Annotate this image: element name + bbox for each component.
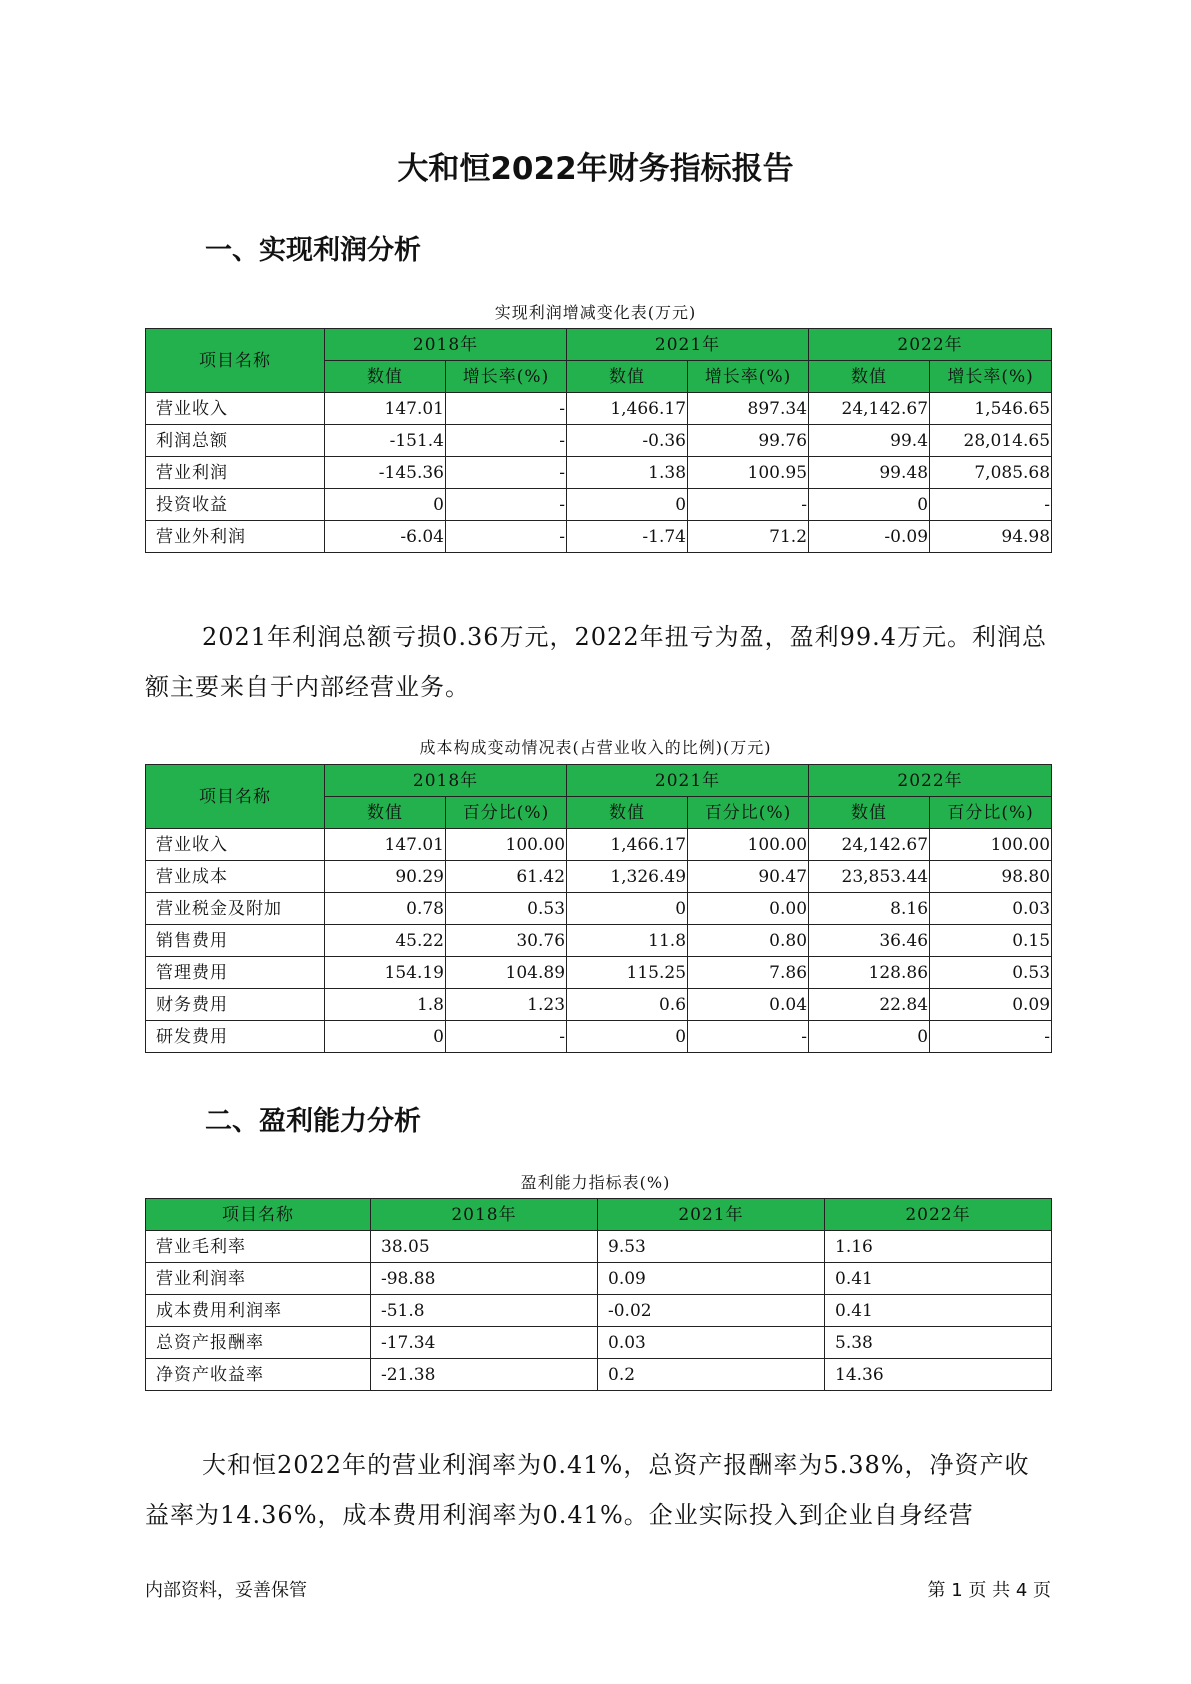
- header-year: 2018年: [371, 1199, 598, 1231]
- table-cell: 99.4: [809, 425, 930, 457]
- table-cell: -: [446, 521, 567, 553]
- table-cell: 0: [325, 489, 446, 521]
- table-row: [146, 457, 1052, 489]
- table-cell: -0.09: [809, 521, 930, 553]
- header-growth-rate: 增长率(%): [446, 361, 567, 393]
- section-heading-profit: 一、实现利润分析: [205, 235, 421, 266]
- table-cell: -17.34: [371, 1327, 598, 1359]
- table-cell: 100.00: [688, 829, 809, 861]
- header-year: 2021年: [567, 329, 809, 361]
- table-cell: 98.80: [930, 861, 1052, 893]
- table-cell: -: [446, 393, 567, 425]
- paragraph-profit-summary: 2021年利润总额亏损0.36万元，2022年扭亏为盈，盈利99.4万元。利润总额主要来自于内部经营业务。: [145, 623, 1048, 701]
- table-cell: -0.36: [567, 425, 688, 457]
- table-cell: 0.53: [446, 893, 567, 925]
- table-cell: 11.8: [567, 925, 688, 957]
- cost-structure-table: [145, 764, 1052, 1053]
- table-cell: 1.8: [325, 989, 446, 1021]
- header-year: 2021年: [598, 1199, 825, 1231]
- table-row: [146, 925, 1052, 957]
- table-cell: 100.95: [688, 457, 809, 489]
- table-cell: 100.00: [446, 829, 567, 861]
- table-row: [146, 393, 1052, 425]
- row-label: 研发费用: [146, 1021, 325, 1053]
- row-label: 利润总额: [146, 425, 325, 457]
- table-header-row: [146, 1199, 1052, 1231]
- header-value: 数值: [809, 361, 930, 393]
- table-caption-profit-change: 实现利润增减变化表(万元): [494, 303, 697, 322]
- table-cell: -1.74: [567, 521, 688, 553]
- table-cell: 38.05: [371, 1231, 598, 1263]
- table-cell: -21.38: [371, 1359, 598, 1391]
- row-label: 销售费用: [146, 925, 325, 957]
- header-year: 2022年: [809, 329, 1052, 361]
- table-cell: 0: [567, 1021, 688, 1053]
- row-label: 营业毛利率: [146, 1231, 371, 1263]
- table-cell: -: [446, 457, 567, 489]
- table-cell: 154.19: [325, 957, 446, 989]
- table-cell: 94.98: [930, 521, 1052, 553]
- table-cell: 0: [809, 489, 930, 521]
- table-row: [146, 861, 1052, 893]
- table-cell: -0.02: [598, 1295, 825, 1327]
- table-cell: 147.01: [325, 829, 446, 861]
- table-cell: 8.16: [809, 893, 930, 925]
- table-cell: 22.84: [809, 989, 930, 1021]
- table-cell: 7.86: [688, 957, 809, 989]
- table-row: [146, 1359, 1052, 1391]
- footer-confidential-note: 内部资料，妥善保管: [145, 1580, 307, 1601]
- table-cell: 5.38: [825, 1327, 1052, 1359]
- table-cell: -: [446, 1021, 567, 1053]
- header-growth-rate: 增长率(%): [930, 361, 1052, 393]
- table-caption-profitability: 盈利能力指标表(%): [520, 1173, 671, 1192]
- table-cell: 1,466.17: [567, 829, 688, 861]
- table-cell: 1,466.17: [567, 393, 688, 425]
- table-cell: 0.00: [688, 893, 809, 925]
- row-label: 总资产报酬率: [146, 1327, 371, 1359]
- profitability-table: [145, 1198, 1052, 1391]
- table-cell: -: [688, 489, 809, 521]
- table-cell: 1.23: [446, 989, 567, 1021]
- table-cell: 0.03: [930, 893, 1052, 925]
- table-cell: 115.25: [567, 957, 688, 989]
- table-cell: -: [930, 1021, 1052, 1053]
- table-cell: 0.41: [825, 1295, 1052, 1327]
- table-row: [146, 829, 1052, 861]
- table-cell: 24,142.67: [809, 829, 930, 861]
- table-cell: 0.2: [598, 1359, 825, 1391]
- document-title: 大和恒2022年财务指标报告: [397, 151, 794, 187]
- section-heading-profitability: 二、盈利能力分析: [205, 1106, 421, 1137]
- table-row: [146, 1295, 1052, 1327]
- row-label: 营业税金及附加: [146, 893, 325, 925]
- table-cell: 90.47: [688, 861, 809, 893]
- footer-page-number: 第 1 页 共 4 页: [927, 1580, 1051, 1601]
- table-cell: -: [446, 425, 567, 457]
- header-item-name: 项目名称: [146, 329, 325, 393]
- table-cell: 23,853.44: [809, 861, 930, 893]
- header-growth-rate: 增长率(%): [688, 361, 809, 393]
- table-cell: 99.76: [688, 425, 809, 457]
- table-cell: 0.09: [930, 989, 1052, 1021]
- table-row: [146, 989, 1052, 1021]
- table-caption-cost-structure: 成本构成变动情况表(占营业收入的比例)(万元): [419, 738, 772, 757]
- table-cell: -151.4: [325, 425, 446, 457]
- header-value: 数值: [325, 797, 446, 829]
- row-label: 净资产收益率: [146, 1359, 371, 1391]
- table-cell: 0.03: [598, 1327, 825, 1359]
- header-year: 2022年: [809, 765, 1052, 797]
- header-percentage: 百分比(%): [688, 797, 809, 829]
- table-cell: 897.34: [688, 393, 809, 425]
- header-item-name: 项目名称: [146, 765, 325, 829]
- header-percentage: 百分比(%): [930, 797, 1052, 829]
- row-label: 营业利润率: [146, 1263, 371, 1295]
- table-cell: 104.89: [446, 957, 567, 989]
- header-value: 数值: [567, 797, 688, 829]
- table-cell: 99.48: [809, 457, 930, 489]
- table-cell: 9.53: [598, 1231, 825, 1263]
- table-cell: 36.46: [809, 925, 930, 957]
- header-value: 数值: [567, 361, 688, 393]
- table-row: [146, 489, 1052, 521]
- table-cell: 0: [809, 1021, 930, 1053]
- table-row: [146, 1231, 1052, 1263]
- row-label: 成本费用利润率: [146, 1295, 371, 1327]
- row-label: 财务费用: [146, 989, 325, 1021]
- header-item-name: 项目名称: [146, 1199, 371, 1231]
- row-label: 营业收入: [146, 829, 325, 861]
- profit-change-table: [145, 328, 1052, 553]
- paragraph-profitability-summary: 大和恒2022年的营业利润率为0.41%，总资产报酬率为5.38%，净资产收益率为14.36%，成本费用利润率为0.41%。企业实际投入到企业自身经营: [145, 1451, 1030, 1529]
- table-row: [146, 521, 1052, 553]
- table-cell: 1,326.49: [567, 861, 688, 893]
- table-cell: 0.41: [825, 1263, 1052, 1295]
- header-year: 2018年: [325, 329, 567, 361]
- table-cell: 0.15: [930, 925, 1052, 957]
- table-cell: 30.76: [446, 925, 567, 957]
- header-value: 数值: [325, 361, 446, 393]
- table-row: [146, 957, 1052, 989]
- row-label: 营业收入: [146, 393, 325, 425]
- table-cell: 45.22: [325, 925, 446, 957]
- table-cell: -: [446, 489, 567, 521]
- table-row: [146, 1021, 1052, 1053]
- table-cell: 1,546.65: [930, 393, 1052, 425]
- table-cell: 0.53: [930, 957, 1052, 989]
- table-cell: -: [930, 489, 1052, 521]
- table-cell: 0.80: [688, 925, 809, 957]
- table-cell: 1.38: [567, 457, 688, 489]
- row-label: 营业成本: [146, 861, 325, 893]
- table-cell: -98.88: [371, 1263, 598, 1295]
- table-cell: 61.42: [446, 861, 567, 893]
- table-row: [146, 1263, 1052, 1295]
- table-cell: 28,014.65: [930, 425, 1052, 457]
- header-value: 数值: [809, 797, 930, 829]
- table-cell: 0.78: [325, 893, 446, 925]
- table-header-row: [146, 765, 1052, 797]
- header-year: 2021年: [567, 765, 809, 797]
- table-cell: -6.04: [325, 521, 446, 553]
- table-cell: 147.01: [325, 393, 446, 425]
- table-cell: 0: [567, 489, 688, 521]
- header-year: 2022年: [825, 1199, 1052, 1231]
- table-cell: 0.6: [567, 989, 688, 1021]
- table-cell: -51.8: [371, 1295, 598, 1327]
- table-cell: 128.86: [809, 957, 930, 989]
- table-row: [146, 425, 1052, 457]
- header-year: 2018年: [325, 765, 567, 797]
- table-cell: 24,142.67: [809, 393, 930, 425]
- table-cell: 0.04: [688, 989, 809, 1021]
- row-label: 管理费用: [146, 957, 325, 989]
- row-label: 营业外利润: [146, 521, 325, 553]
- table-cell: 71.2: [688, 521, 809, 553]
- table-cell: -145.36: [325, 457, 446, 489]
- table-cell: 1.16: [825, 1231, 1052, 1263]
- table-row: [146, 1327, 1052, 1359]
- row-label: 投资收益: [146, 489, 325, 521]
- table-cell: 7,085.68: [930, 457, 1052, 489]
- table-cell: 14.36: [825, 1359, 1052, 1391]
- table-header-row: [146, 329, 1052, 361]
- table-cell: -: [688, 1021, 809, 1053]
- header-percentage: 百分比(%): [446, 797, 567, 829]
- row-label: 营业利润: [146, 457, 325, 489]
- table-row: [146, 893, 1052, 925]
- table-cell: 0.09: [598, 1263, 825, 1295]
- table-cell: 0: [325, 1021, 446, 1053]
- table-cell: 100.00: [930, 829, 1052, 861]
- table-cell: 0: [567, 893, 688, 925]
- table-cell: 90.29: [325, 861, 446, 893]
